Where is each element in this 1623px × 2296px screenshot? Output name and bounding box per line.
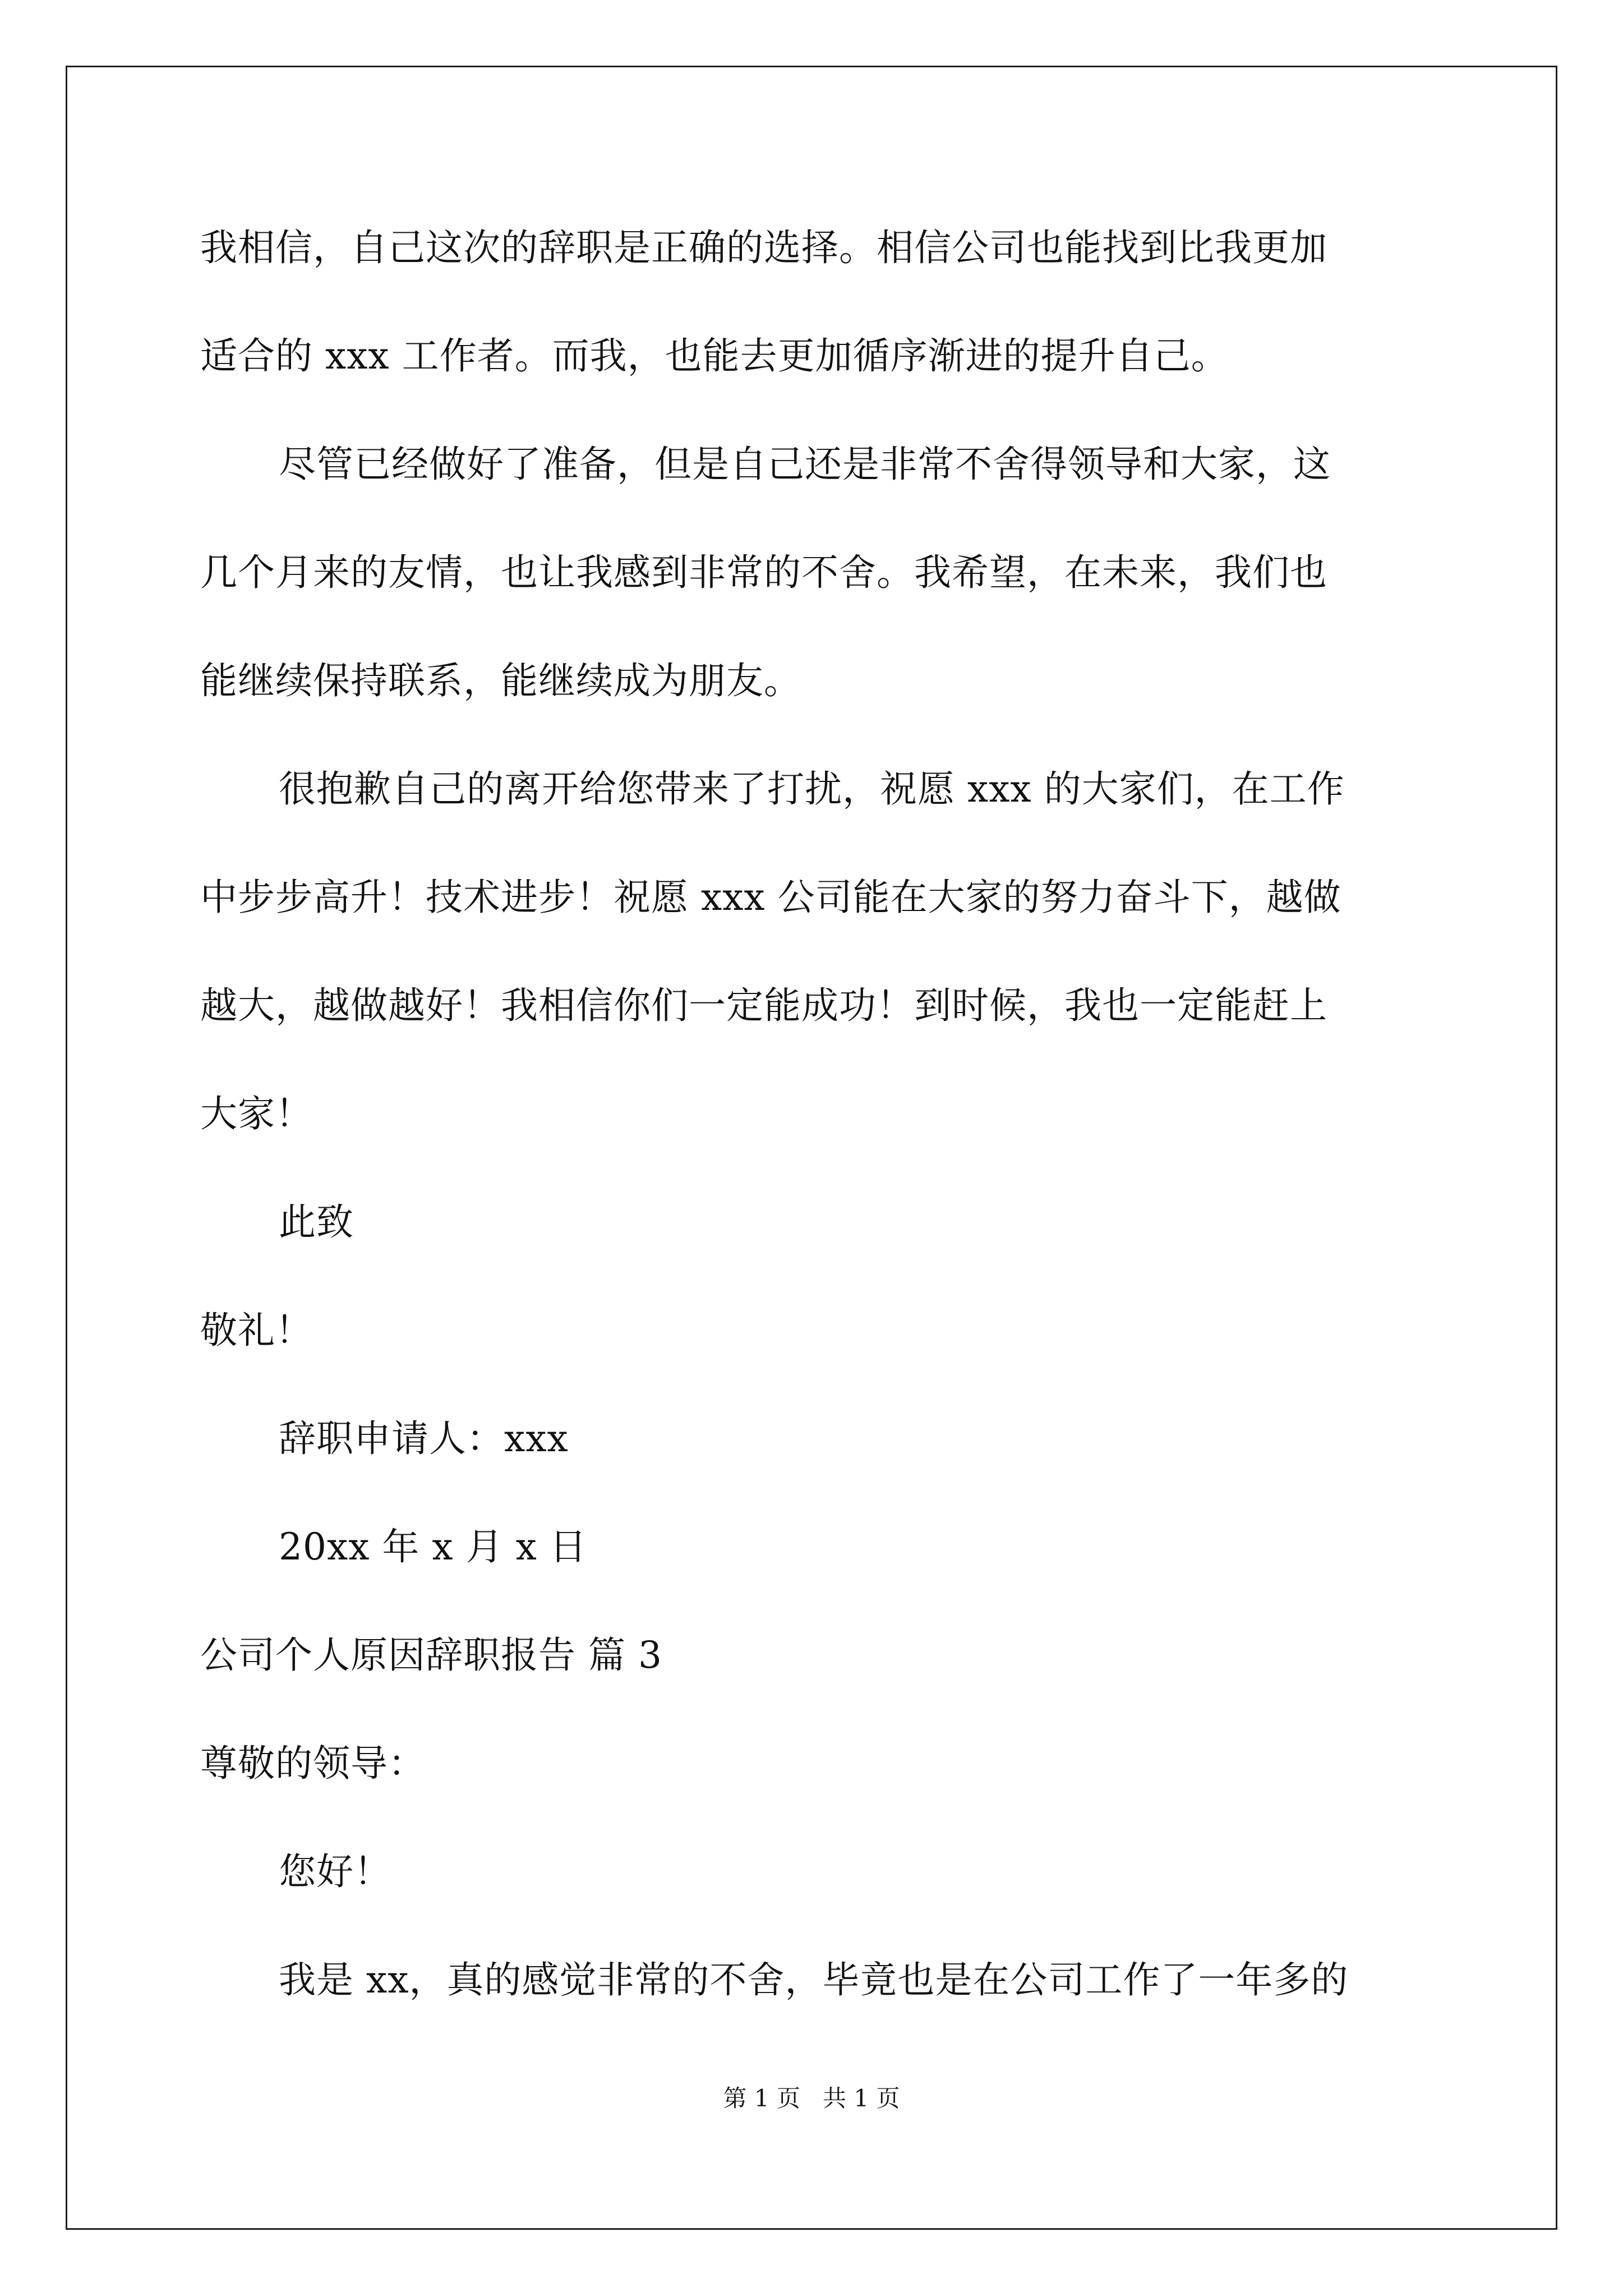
body-text-line: 适合的 xxx 工作者。而我，也能去更加循序渐进的提升自己。 [200, 334, 1229, 378]
greeting: 您好！ [279, 1850, 391, 1893]
page-border [66, 66, 1557, 2230]
body-text-line: 越大，越做越好！我相信你们一定能成功！到时候，我也一定能赶上 [200, 984, 1327, 1027]
body-text-line: 我相信，自己这次的辞职是正确的选择。相信公司也能找到比我更加 [200, 226, 1327, 269]
signature-applicant: 辞职申请人：xxx [279, 1417, 569, 1460]
body-text-line: 能继续保持联系，能继续成为朋友。 [200, 659, 801, 702]
body-text-line: 大家！ [200, 1092, 313, 1135]
body-text-line: 几个月来的友情，也让我感到非常的不舍。我希望，在未来，我们也 [200, 551, 1327, 594]
signature-date: 20xx 年 x 月 x 日 [279, 1525, 587, 1568]
paragraph-start-line: 很抱歉自己的离开给您带来了打扰，祝愿 xxx 的大家们，在工作 [279, 767, 1345, 811]
paragraph-start-line: 我是 xx，真的感觉非常的不舍，毕竟也是在公司工作了一年多的 [279, 1958, 1349, 2001]
letter-salutation: 尊敬的领导： [200, 1742, 426, 1785]
page-footer: 第 1 页 共 1 页 [723, 2085, 900, 2112]
closing-phrase: 此致 [279, 1200, 354, 1244]
salutation-closing: 敬礼！ [200, 1309, 313, 1352]
section-heading: 公司个人原因辞职报告 篇 3 [200, 1634, 662, 1677]
body-text-line: 中步步高升！技术进步！祝愿 xxx 公司能在大家的努力奋斗下，越做 [200, 876, 1341, 919]
paragraph-start-line: 尽管已经做好了准备，但是自己还是非常不舍得领导和大家，这 [279, 443, 1331, 486]
